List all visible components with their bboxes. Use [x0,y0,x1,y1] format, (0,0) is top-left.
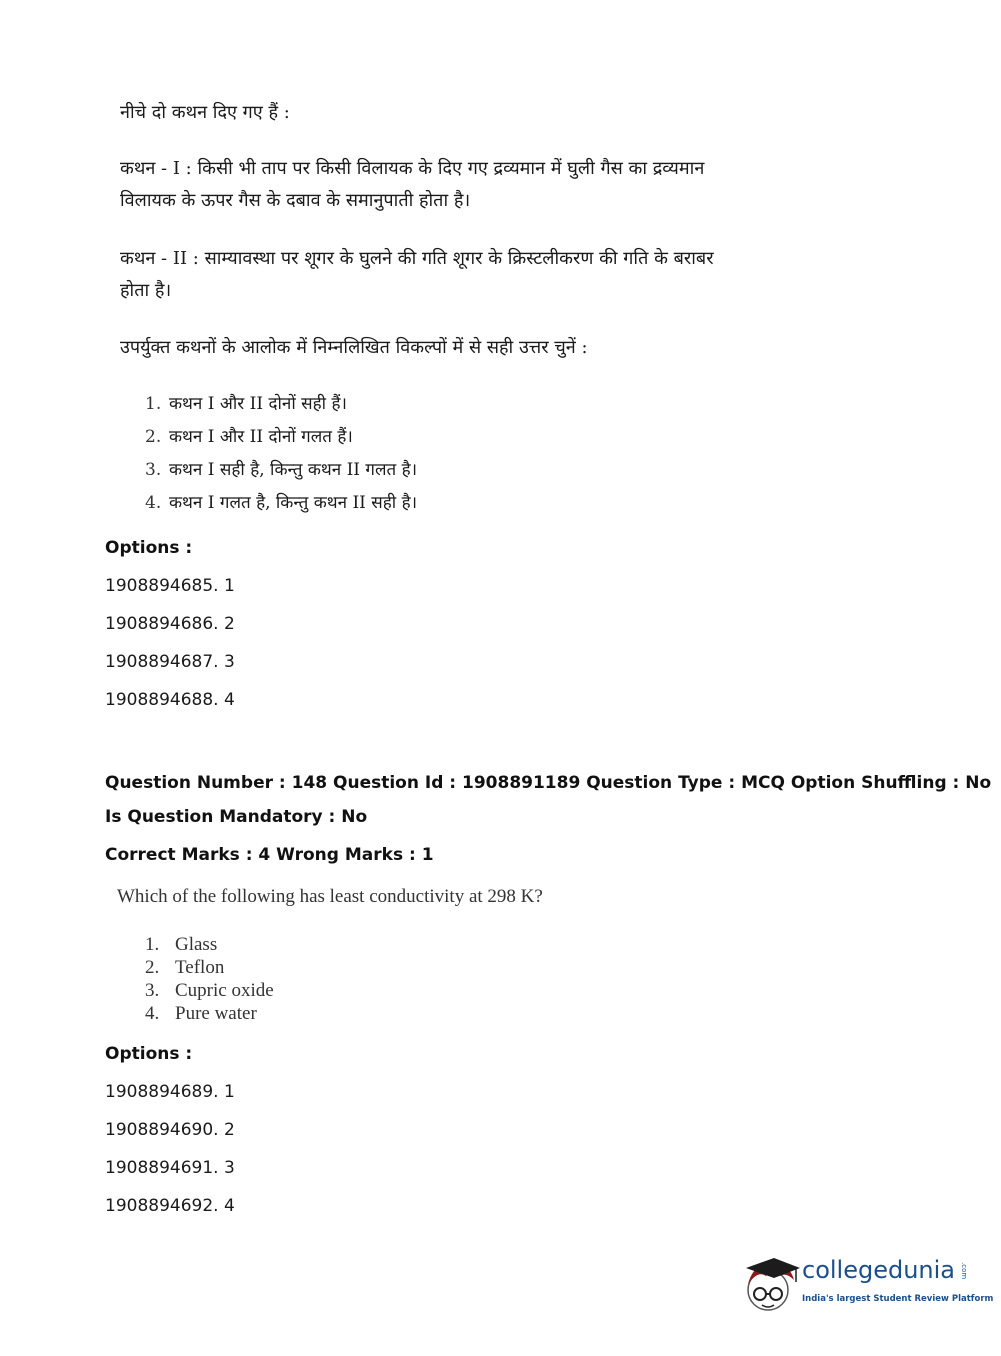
question-marks: Correct Marks : 4 Wrong Marks : 1 [105,845,434,865]
statement-2-line-2: होता है। [120,280,172,301]
option-item: 1908894686. 2 [105,614,235,634]
statement-1-line-1: कथन - I : किसी भी ताप पर किसी विलायक के दिए गए द्रव्यमान में घुली गैस का द्रव्यमान [120,158,705,179]
option-item: 1908894692. 4 [105,1196,235,1216]
option-item: 1908894688. 4 [105,690,235,710]
statement-1 [120,153,704,217]
list-item: 3. Cupric oxide [145,980,274,1001]
english-choice-list [145,933,274,1025]
intro-text: नीचे दो कथन दिए गए हैं : [120,102,290,123]
mascot-icon [740,1250,800,1316]
option-item: 1908894685. 1 [105,576,235,596]
statement-2-line-1: कथन - II : साम्यावस्था पर शूगर के घुलने की गति शूगर के क्रिस्टलीकरण की गति के बराबर [120,248,714,269]
list-item: 3. कथन I सही है, किन्तु कथन II गलत है। [145,460,418,480]
option-item: 1908894691. 3 [105,1158,235,1178]
list-item: 2. Teflon [145,957,225,978]
statement-1-line-2: विलायक के ऊपर गैस के दबाव के समानुपाती होता है। [120,190,471,211]
answer-prompt [120,332,588,364]
options-label: Options : [105,538,193,558]
question-mandatory: Is Question Mandatory : No [105,807,368,827]
option-item: 1908894687. 3 [105,652,235,672]
list-item: 2. कथन I और II दोनों गलत हैं। [145,427,353,447]
prompt-text: उपर्युक्त कथनों के आलोक में निम्नलिखित विकल्पों में से सही उत्तर चुनें : [120,337,588,358]
hindi-choice-list [145,388,417,520]
question-meta: Question Number : 148 Question Id : 1908891189 Question Type : MCQ Option Shuffling : No [105,773,992,793]
logo-suffix: .com [960,1262,968,1280]
option-item: 1908894690. 2 [105,1120,235,1140]
logo-wordmark: collegedunia [802,1256,956,1284]
list-item: 1. कथन I और II दोनों सही हैं। [145,394,347,414]
question-text: Which of the following has least conductivity at 298 K? [117,886,543,907]
collegedunia-logo [740,1250,994,1316]
list-item: 1. Glass [145,934,218,955]
list-item: 4. कथन I गलत है, किन्तु कथन II सही है। [145,493,418,513]
option-item: 1908894689. 1 [105,1082,235,1102]
list-item: 4. Pure water [145,1003,257,1024]
options-label: Options : [105,1044,193,1064]
statement-2 [120,243,714,307]
statements-block [120,97,290,129]
logo-tagline: India's largest Student Review Platform [802,1294,994,1304]
